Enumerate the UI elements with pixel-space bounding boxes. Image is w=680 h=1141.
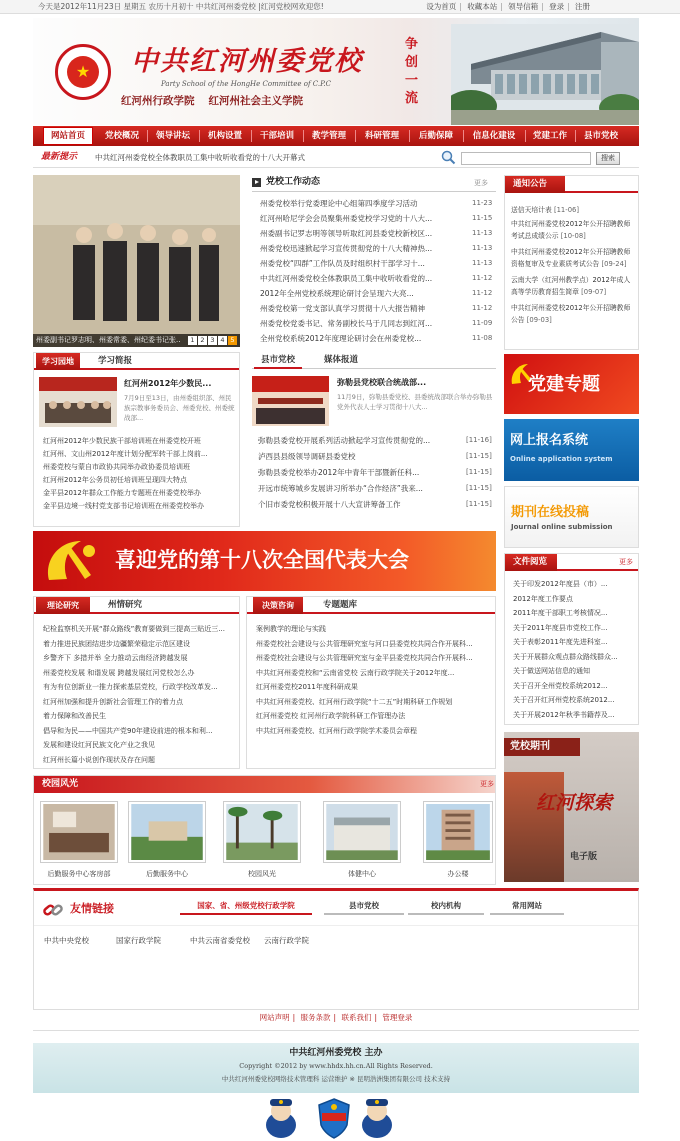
registration-promo[interactable]: [504, 419, 639, 481]
party-news-date: 11-13: [472, 259, 493, 267]
party-building-title: 党建专题: [528, 374, 600, 395]
slide-page-2[interactable]: 2: [198, 336, 207, 345]
county-list-item[interactable]: 开远市统筹城乡发展讲习所举办“合作经济”我来...: [258, 484, 423, 493]
announcement-item[interactable]: 中共红河州委党校2012年公开招聘教师公告 [09-03]: [511, 304, 631, 324]
study-list-item[interactable]: 红河州、文山州2012年度计划分配军转干部上岗前...: [43, 450, 208, 458]
document-item[interactable]: 关于做送网站信息的通知: [513, 667, 590, 675]
search-button[interactable]: 搜索: [596, 152, 620, 165]
document-item[interactable]: 2011年度干部职工考核情况...: [513, 609, 608, 617]
tab-media-reports[interactable]: 媒体报道: [323, 355, 358, 365]
party-news-date: 11-15: [472, 214, 493, 222]
top-bar: [0, 0, 680, 14]
footer-statement-link[interactable]: 网站声明: [259, 1013, 290, 1022]
document-item[interactable]: 关于表彰2011年度先进科室...: [513, 638, 608, 646]
journal-submission-title: 期刊在线投稿: [511, 505, 590, 520]
section-arrow-icon: [252, 178, 261, 187]
friend-link-4[interactable]: 云南行政学院: [264, 936, 309, 945]
study-list-item[interactable]: 金平县边境一线村党支部书记培训班在州委党校举办: [43, 502, 204, 510]
campus-caption-4[interactable]: 体健中心: [348, 870, 376, 878]
police-shield-icon[interactable]: [316, 1097, 352, 1139]
bookmark-link[interactable]: 收藏本站: [467, 2, 498, 11]
police-mascot-2-icon[interactable]: [358, 1097, 396, 1139]
study-feature-text: 7月9日至13日，由州委组织部、州民族宗教事务委员会、州委党校、州委统战部...: [124, 394, 235, 422]
research-right-panel: [246, 596, 496, 769]
footer-contact-link[interactable]: 联系我们: [341, 1013, 372, 1022]
campus-panel: [33, 775, 496, 885]
party-news-item[interactable]: 州委党校迅速掀起学习宣传贯彻党的十八大精神热...: [260, 244, 433, 253]
decision-consulting-item[interactable]: 州委党校社会建设与公共管理研究室与河口县委党校共同合作开展科...: [256, 639, 473, 648]
campus-title: 校园风光: [42, 779, 79, 789]
party-news-more[interactable]: 更多: [474, 179, 488, 187]
study-list-item[interactable]: 金平县2012年群众工作能力专题班在州委党校举办: [43, 489, 201, 497]
slide-page-3[interactable]: 3: [208, 336, 217, 345]
decision-consulting-item[interactable]: 州委党校社会建设与公共管理研究室与金平县委党校共同合作开展科...: [256, 654, 473, 662]
friend-links-panel: [33, 888, 639, 1010]
login-link[interactable]: 登录: [549, 2, 565, 11]
friend-links-title: 友情链接: [70, 902, 114, 915]
county-list-item[interactable]: 个旧市委党校积极开展十八大宣讲筹备工作: [258, 500, 401, 509]
county-list-item[interactable]: 弥勒县委党校开展系列活动掀起学习宣传贯彻党的...: [258, 436, 431, 445]
slide-page-5[interactable]: 5: [228, 336, 237, 345]
leader-mailbox-link[interactable]: 领导信箱: [508, 2, 539, 11]
footer-links: 网站声明 | 服务条款 | 联系我们 | 管理登录: [33, 1013, 639, 1031]
footer-sponsor: 中共红河州委党校 主办: [289, 1048, 383, 1058]
search-input[interactable]: [461, 152, 591, 165]
theory-research-item[interactable]: 有为有位创新业一推力探索基层党校，行政学校改革发...: [43, 683, 218, 691]
tab-national-schools[interactable]: 国家、省、州级党校行政学院: [180, 901, 312, 915]
theory-research-item[interactable]: 发展和建设红河民族文化产业之我见: [43, 741, 155, 749]
party-news-item[interactable]: 州委党校第一党支部认真学习贯彻十八大报告精神: [260, 304, 425, 313]
campus-photo-1[interactable]: [40, 801, 118, 863]
documents-panel: [504, 553, 639, 725]
county-feature-title[interactable]: 弥勒县党校联合统战部...: [337, 378, 427, 387]
announcement-item[interactable]: 中共红河州委党校2012年公开招聘教师考试总成绩公示 [10-08]: [511, 220, 631, 240]
party-news-item[interactable]: 2012年全州党校系统理论研讨会呈现六大亮...: [260, 289, 414, 298]
party-news-date: 11-08: [472, 334, 493, 342]
party-news-panel: [252, 175, 496, 347]
footer: [33, 1043, 639, 1093]
nav-school-overview[interactable]: 党校概况: [104, 131, 139, 141]
party-news-date: 11-13: [472, 244, 493, 252]
party-building-promo[interactable]: [504, 354, 639, 414]
document-item[interactable]: 关于印发2012年度县（市）...: [513, 580, 608, 588]
campus-caption-2[interactable]: 后勤服务中心: [146, 870, 188, 878]
decision-consulting-item[interactable]: 案例教学的理论与实践: [256, 625, 326, 633]
slide-page-4[interactable]: 4: [218, 336, 227, 345]
journal-panel[interactable]: [504, 732, 639, 882]
party-news-date: 11-12: [472, 304, 493, 312]
footer-tech: 中共红河州委党校网络技术管理科 运营维护 ※ 昆明浩洲集团有限公司 技术支持: [221, 1075, 451, 1083]
decision-consulting-item[interactable]: 中共红河州委党校、红河州行政学院“十二五”时期科研工作规划: [256, 697, 453, 706]
journal-submission-promo[interactable]: [504, 486, 639, 548]
decision-consulting-item[interactable]: 中共红河州委党校、红河州行政学院学术委员会章程: [256, 726, 417, 735]
registration-subtitle: Online application system: [510, 455, 613, 463]
decision-consulting-item[interactable]: 中共红河州委党校和“云南省党校 云南行政学院关于2012年度...: [256, 668, 455, 677]
nav-county-schools[interactable]: 县市党校: [583, 131, 618, 141]
slide-page-1[interactable]: 1: [188, 336, 197, 345]
slideshow-caption[interactable]: 州委副书记罗志明、州委常委、州纪委书记张..: [36, 336, 181, 344]
announcement-item[interactable]: 送信天培计表 [11-06]: [511, 206, 580, 214]
county-list-date: [11-15]: [466, 500, 492, 508]
nav-leader-forum[interactable]: 领导讲坛: [155, 131, 190, 141]
party-news-date: 11-23: [472, 199, 493, 207]
county-feature-text: 11月9日，弥勒县委党校、县委统战部联合举办弥勒县党外代表人士学习贯彻十八大...: [337, 393, 493, 411]
nav-teaching[interactable]: 教学管理: [311, 131, 346, 141]
tab-topic-bank[interactable]: 专题题库: [322, 600, 357, 610]
party-news-item[interactable]: 州委党校举行党委理论中心组第四季度学习活动: [260, 199, 418, 208]
document-item[interactable]: 2012年度工作要点: [513, 594, 573, 603]
link-chain-icon: [42, 899, 64, 921]
campus-photo-3[interactable]: [223, 801, 301, 863]
tab-theory-research[interactable]: 理论研究: [36, 597, 90, 614]
campus-more[interactable]: 更多: [480, 780, 494, 788]
tab-common-sites[interactable]: 常用网站: [490, 901, 564, 915]
tab-study-garden[interactable]: 学习园地: [36, 353, 80, 370]
party-news-title: 党校工作动态: [266, 177, 321, 187]
theory-research-item[interactable]: 乡警齐下 多措并举 全力推动云南经济跨越发展: [43, 654, 188, 662]
tab-decision-consulting[interactable]: 决策咨询: [253, 597, 303, 614]
documents-title: 文件阅览: [505, 554, 557, 571]
county-list-date: [11-15]: [466, 484, 492, 492]
party-news-item[interactable]: 全州党校系统2012年度理论研讨会在州委党校...: [260, 334, 422, 343]
study-feature-image: [39, 377, 117, 427]
announcement-item[interactable]: 中共红河州委党校2012年公开招聘教师资格复审及专业素质考试公告 [09-24]: [511, 248, 631, 268]
police-badges: [262, 1097, 412, 1139]
theory-research-item[interactable]: 着力保障和改善民生: [43, 712, 106, 720]
journal-submission-subtitle: Journal online submission: [511, 523, 613, 531]
county-list-date: [11-15]: [466, 452, 492, 460]
theory-research-item[interactable]: 倡导和为民——中国共产党90年建设前进的根本和利...: [43, 726, 213, 735]
study-list-item[interactable]: 州委党校与蒙自市政协共同举办政协委员培训班: [43, 463, 190, 471]
party-news-item[interactable]: 州委党校党委书记、常务副校长马于几同志到红河...: [260, 319, 433, 328]
campus-caption-3[interactable]: 校园风光: [248, 870, 276, 878]
site-title-en: Party School of the HongHe Committee of C.P.C: [161, 80, 331, 88]
set-homepage-link[interactable]: 设为首页: [426, 2, 457, 11]
friend-link-1[interactable]: 中共中央党校: [44, 936, 89, 945]
document-item[interactable]: 关于召开全州党校系统2012...: [513, 681, 608, 690]
nav-home[interactable]: 网站首页: [43, 127, 93, 145]
nav-informatization[interactable]: 信息化建设: [472, 131, 516, 141]
party-news-item[interactable]: 中共红河州委党校全体教职员工集中收听收看党的...: [260, 274, 433, 283]
header-banner: [33, 18, 639, 125]
county-list-date: [11-15]: [466, 468, 492, 476]
slideshow-photo: [33, 175, 240, 334]
document-item[interactable]: 关于2011年度县市党校工作...: [513, 623, 608, 632]
main-nav: [33, 126, 639, 146]
party-news-item[interactable]: 州委党校“四群”工作队员及时组织村干部学习十...: [260, 259, 425, 268]
search-icon: [440, 149, 456, 165]
document-item[interactable]: 关于召开红河州党校系统2012...: [513, 696, 615, 704]
journal-label: 党校期刊: [510, 741, 550, 752]
footer-admin-link[interactable]: 管理登录: [382, 1013, 413, 1022]
nav-research[interactable]: 科研管理: [364, 131, 399, 141]
campus-caption-5[interactable]: 办公楼: [447, 870, 469, 878]
party-news-date: 11-12: [472, 274, 493, 282]
nav-logistics[interactable]: 后勤保障: [418, 131, 453, 141]
top-links: 设为首页 | 收藏本站 | 领导信箱 | 登录 | 注册: [426, 2, 590, 11]
footer-terms-link[interactable]: 服务条款: [300, 1013, 331, 1022]
announcements-panel: [504, 175, 639, 350]
site-title: 中共红河州委党校: [131, 46, 363, 77]
county-list-date: [11-16]: [466, 436, 492, 444]
party-emblem-icon: [39, 535, 109, 587]
party-news-date: 11-12: [472, 289, 493, 297]
school-logo[interactable]: ★: [55, 44, 111, 100]
congress-banner[interactable]: [33, 531, 496, 591]
tab-state-research[interactable]: 州情研究: [107, 600, 142, 610]
tab-internal-units[interactable]: 校内机构: [408, 901, 484, 915]
registration-title: 网上报名系统: [510, 433, 589, 448]
decision-consulting-item[interactable]: 红河州委党校2011年度科研成果: [256, 683, 358, 691]
notice-bar: [33, 148, 639, 168]
tab-study-brief[interactable]: 学习简报: [97, 356, 132, 366]
documents-more[interactable]: 更多: [619, 558, 633, 566]
theory-research-item[interactable]: 红河州长篇小说创作现状及存在问题: [43, 755, 155, 764]
footer-copyright: Copyright ©2012 by www.hhdx.hh.cn.All Rights Reserved.: [239, 1062, 433, 1070]
county-list-item[interactable]: 泸西县县级领导调研县委党校: [258, 452, 356, 461]
theory-research-item[interactable]: 着力推进民族团结进步边疆繁荣稳定示范区建设: [43, 639, 190, 648]
campus-photo-2[interactable]: [128, 801, 206, 863]
county-feature-image: [252, 376, 329, 426]
party-news-item[interactable]: 州委副书记罗志明等领导听取红河县委党校新校区...: [260, 229, 433, 238]
journal-title: 红河探索: [536, 792, 613, 814]
document-item[interactable]: 关于开展2012年秋季书籍荐及...: [513, 710, 615, 719]
tab-county-schools[interactable]: 县市党校: [254, 355, 302, 369]
campus-photo-5[interactable]: [423, 801, 493, 863]
study-panel: [33, 352, 240, 527]
announcements-title: 通知公告: [505, 176, 565, 193]
decision-consulting-item[interactable]: 红河州委党校 红河州行政学院科研工作管理办法: [256, 712, 406, 720]
slideshow[interactable]: [33, 175, 240, 347]
research-left-panel: [33, 596, 240, 769]
theory-research-item[interactable]: 州委党校发展 和谐发展 跨越发展红河党校怎么办: [43, 668, 195, 677]
friend-link-2[interactable]: 国家行政学院: [116, 936, 161, 945]
date-line: 今天是2012年11月23日 星期五 农历十月初十 中共红河州委党校 |红河党校网欢迎您!: [38, 2, 324, 11]
register-link[interactable]: 注册: [575, 2, 590, 11]
campus-caption-1[interactable]: 后勤服务中心客房部: [47, 870, 111, 878]
journal-edition: 电子版: [570, 852, 598, 862]
party-news-date: 11-13: [472, 229, 493, 237]
nav-organization[interactable]: 机构设置: [207, 131, 242, 141]
county-list-item[interactable]: 弥勒县委党校举办2012年中青年干部暨新任科...: [258, 468, 420, 477]
campus-photo-4[interactable]: [323, 801, 401, 863]
notice-label: 最新提示: [41, 152, 78, 162]
theory-research-item[interactable]: 纪检监察机关开展“群众路线”教育要做到三提高三贴近三...: [43, 625, 225, 633]
study-list-item[interactable]: 红河州2012年少数民族干部培训班在州委党校开班: [43, 437, 201, 445]
slideshow-caption-bar: [33, 334, 240, 347]
nav-cadre-training[interactable]: 干部培训: [259, 131, 294, 141]
notice-text[interactable]: 中共红河州委党校全体教职员工集中收听收看党的十八大开幕式: [95, 153, 305, 162]
slogan: 争创一流: [405, 37, 419, 106]
congress-banner-text: 喜迎党的第十八次全国代表大会: [115, 547, 409, 572]
document-item[interactable]: 关于开展群众观点群众路线群众...: [513, 652, 618, 661]
campus-building-image: [451, 24, 639, 125]
police-mascot-icon[interactable]: [262, 1097, 300, 1139]
site-subtitles: 红河州行政学院 红河州社会主义学院: [121, 95, 303, 107]
announcement-item[interactable]: 云南大学（红河州教学点）2012年成人高等学历教育招生简章 [09-07]: [511, 276, 631, 296]
party-news-date: 11-09: [472, 319, 493, 327]
county-panel: [252, 352, 496, 527]
party-news-item[interactable]: 红河州哈尼学会会员聚集州委党校学习党的十八大...: [260, 214, 433, 223]
study-list-item[interactable]: 红河州2012年公务员初任培训班呈现四大特点: [43, 476, 187, 484]
study-feature-title[interactable]: 红河州2012年少数民...: [124, 379, 212, 388]
friend-link-3[interactable]: 中共云南省委党校: [190, 936, 250, 945]
theory-research-item[interactable]: 红河州加强和提升创新社会管理工作的着力点: [43, 697, 183, 706]
tab-county-schools-links[interactable]: 县市党校: [324, 901, 404, 915]
nav-party-building[interactable]: 党建工作: [532, 131, 567, 141]
